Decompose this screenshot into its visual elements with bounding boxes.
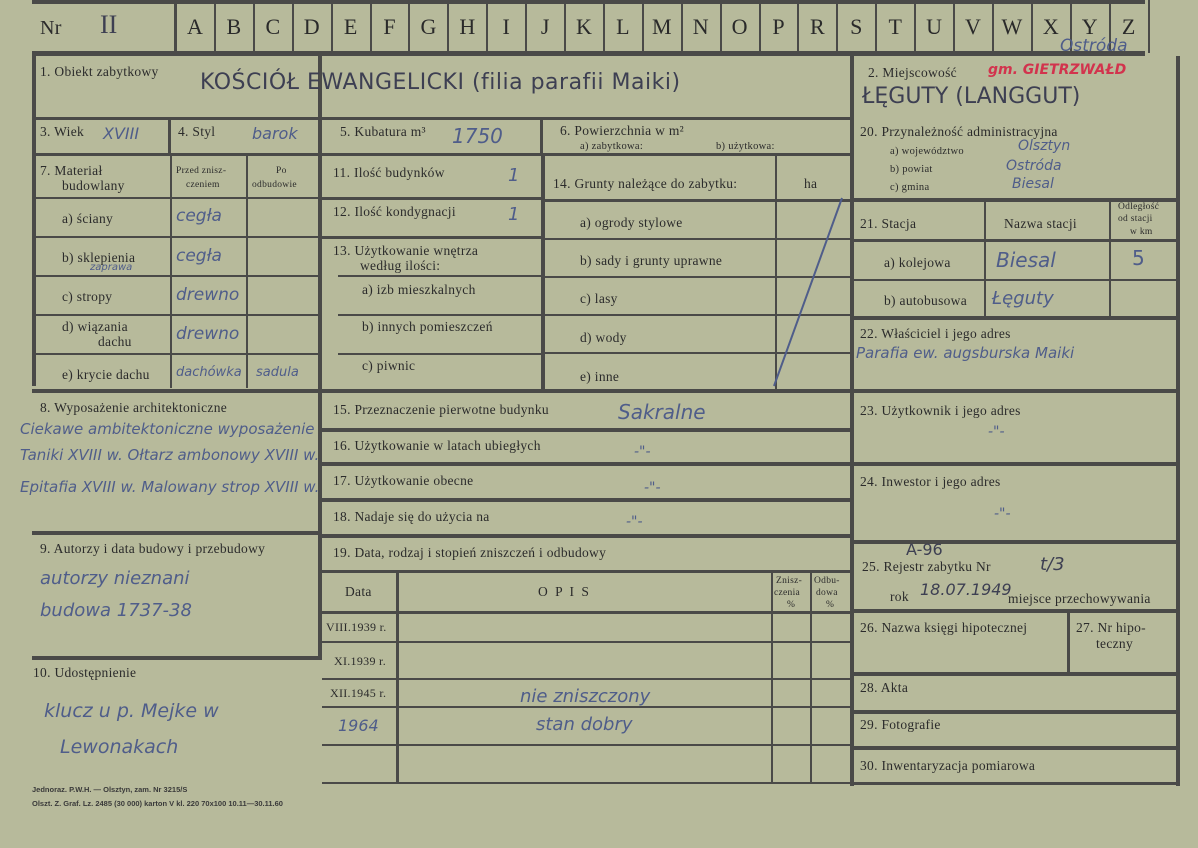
f25-year-value: 18.07.1949 [920,580,1012,599]
f7-col-after-b: odbudowie [252,180,297,190]
f4-label: 4. Styl [178,124,216,139]
letter-cell-w: W [1001,14,1023,39]
f4-value: barok [252,124,298,143]
mat-row-walls-label: a) ściany [62,211,114,226]
f6-sub-b: b) użytkowa: [716,141,775,152]
f28-label: 28. Akta [860,680,909,695]
f25-above-note: A-96 [906,540,943,559]
letter-cell-t: T [888,14,902,39]
f21-rail-distance: 5 [1132,246,1145,270]
f20-commune-value: Biesal [1012,176,1054,192]
f19-date-4: 1964 [338,716,379,735]
nr-value: II [100,10,118,39]
letter-cell-h: H [459,14,476,39]
f20-voivodeship-value: Olsztyn [1018,138,1071,154]
mat-row-vaults-label: b) sklepienia [62,250,136,265]
letter-cell-r: R [810,14,825,39]
f26-label: 26. Nazwa księgi hipotecznej [860,620,1028,635]
f2-value: ŁĘGUTY (LANGGUT) [862,84,1081,109]
letter-cell-g: G [420,14,437,39]
mat-row-roof-truss-label-2: dachu [98,334,132,349]
f19-col-reb-a: Odbu- [814,576,840,586]
letter-cell-u: U [926,14,943,39]
mat-row-roof-truss-label-1: d) wiązania [62,319,128,334]
f22-label: 22. Właściciel i jego adres [860,326,1011,341]
f20-commune: c) gmina [890,182,930,193]
f18-value: -"- [626,514,643,530]
letter-cell-n: N [692,14,709,39]
f11-label: 11. Ilość budynków [333,165,445,180]
f19-col-reb-c: % [826,600,835,610]
f13-sub-c: c) piwnic [362,358,416,373]
f30-label: 30. Inwentaryzacja pomiarowa [860,758,1036,773]
f7-col-before-a: Przed znisz- [176,166,227,176]
f16-value: -"- [634,444,651,460]
letter-cell-i: I [502,14,510,39]
nr-label: Nr [40,17,62,39]
f20-county: b) powiat [890,164,933,175]
top-right-note: Ostróda [1060,36,1128,56]
f24-label: 24. Inwestor i jego adres [860,474,1001,489]
letter-cell-a: A [187,14,203,39]
f8-line-3: Epitafia XVIII w. Malowany strop XVIII w. [20,478,320,496]
f25-label: 25. Rejestr zabytku Nr [862,559,991,574]
f21-col-name: Nazwa stacji [1004,216,1077,231]
f14-row-d: d) wody [580,330,627,345]
f21-label: 21. Stacja [860,216,917,231]
f15-value: Sakralne [618,400,706,424]
letter-cell-b: B [226,14,242,39]
f13-label-2: według ilości: [360,258,441,273]
f1-label: 1. Obiekt zabytkowy [40,64,159,79]
f22-value: Parafia ew. augsburska Maiki [856,344,1075,362]
mat-row-vaults-extra: zaprawa [90,262,133,273]
letter-cell-e: E [343,14,358,39]
f21-rail-name: Biesal [996,248,1056,272]
f19-date-1: VIII.1939 r. [326,620,387,634]
f3-label: 3. Wiek [40,124,85,139]
f17-value: -"- [644,480,661,496]
f20-label: 20. Przynależność administracyjna [860,124,1058,139]
f10-line-1: klucz u p. Mejke w [44,700,219,722]
f19-col-dmg-c: % [787,600,796,610]
f19-desc-line-1: nie zniszczony [520,686,651,707]
f21-rail-label: a) kolejowa [884,255,951,270]
f9-label: 9. Autorzy i data budowy i przebudowy [40,541,266,556]
f13-sub-a: a) izb mieszkalnych [362,282,476,297]
letter-cell-d: D [303,14,320,39]
letter-cell-c: C [265,14,281,39]
f27-label-a: 27. Nr hipo- [1076,620,1146,635]
f19-col-desc: O P I S [538,584,591,599]
f8-line-1: Ciekawe ambitektoniczne wyposażenie [20,420,315,438]
f11-value: 1 [508,165,520,186]
letter-cell-f: F [383,14,396,39]
letter-cell-l: L [616,14,630,39]
f2-red-annotation: gm. GIETRZWAŁD [988,62,1127,78]
f19-date-3: XII.1945 r. [330,686,387,700]
f24-value: -"- [994,506,1011,522]
f19-desc-line-2: stan dobry [536,714,633,735]
f16-label: 16. Użytkowanie w latach ubiegłych [333,438,541,453]
f12-value: 1 [508,204,520,225]
footer-print-info-2: Olszt. Z. Graf. Lz. 2485 (30 000) karton V kl. 220 70x100 10.11—30.11.60 [32,799,283,808]
letter-cell-x: X [1042,14,1059,39]
f25-storage-place: miejsce przechowywania [1008,591,1151,606]
mat-row-roofing-value: dachówka [176,365,242,380]
letter-cell-j: J [540,14,550,39]
f19-col-dmg-a: Znisz- [776,576,803,586]
f2-label: 2. Miejscowość [868,65,957,80]
f8-line-2: Taniki XVIII w. Ołtarz ambonowy XVIII w. [20,446,320,464]
f14-label: 14. Grunty należące do zabytku: [553,176,738,191]
f13-sub-b: b) innych pomieszczeń [362,319,493,334]
letter-cell-s: S [850,14,863,39]
f18-label: 18. Nadaje się do użycia na [333,509,490,524]
f7-col-before-b: czeniem [186,180,220,190]
f20-county-value: Ostróda [1006,158,1062,174]
f5-value: 1750 [452,124,503,148]
f9-line-2: budowa 1737-38 [40,600,192,621]
letter-cell-z: Z [1121,14,1136,39]
f10-label: 10. Udostępnienie [33,665,137,680]
f9-line-1: autorzy nieznani [40,568,190,589]
f21-col-dist-a: Odległość [1118,202,1160,212]
f21-col-dist-b: od stacji [1118,214,1153,224]
f19-date-2: XI.1939 r. [334,654,386,668]
f15-label: 15. Przeznaczenie pierwotne budynku [333,402,549,417]
f23-value: -"- [988,424,1005,440]
f7-label-1: 7. Materiał [40,163,103,178]
letter-cell-k: K [576,14,592,39]
f13-label-1: 13. Użytkowanie wnętrza [333,243,479,258]
f14-row-b: b) sady i grunty uprawne [580,253,723,268]
f21-bus-name: Łęguty [992,288,1054,309]
f19-col-dmg-b: czenia [774,588,801,598]
f14-unit: ha [804,176,818,191]
mat-row-ceilings-label: c) stropy [62,289,113,304]
f25-year-label: rok [890,589,909,604]
mat-row-roof-truss-value: drewno [176,324,240,344]
f7-label-2: budowlany [62,178,125,193]
letter-cell-o: O [731,14,748,39]
f21-col-dist-c: w km [1130,227,1153,237]
mat-row-walls-value: cegła [176,206,222,226]
letter-divider [1148,0,1150,53]
f10-line-2: Lewonakach [60,736,179,758]
letter-cell-p: P [772,14,785,39]
f5-label: 5. Kubatura m³ [340,124,426,139]
mat-row-roofing-label: e) krycie dachu [62,367,150,382]
f6-label: 6. Powierzchnia w m² [560,123,685,138]
f3-value: XVIII [103,124,140,143]
f29-label: 29. Fotografie [860,717,941,732]
letter-cell-y: Y [1081,14,1098,39]
f17-label: 17. Użytkowanie obecne [333,473,474,488]
f23-label: 23. Użytkownik i jego adres [860,403,1021,418]
mat-row-vaults-value: cegła [176,246,222,266]
f19-col-reb-b: dowa [816,588,838,598]
f27-label-b: teczny [1096,636,1134,651]
f14-strike-line [760,190,850,390]
f14-row-a: a) ogrody stylowe [580,215,683,230]
f21-bus-label: b) autobusowa [884,293,968,308]
f1-value: KOŚCIÓŁ EWANGELICKI (filia parafii Maiki) [200,70,681,95]
letter-cell-m: M [652,14,672,39]
mat-row-ceilings-value: drewno [176,285,240,305]
mat-row-roofing-value-2: sadula [256,365,299,380]
f25-number: t/3 [1040,554,1065,575]
f7-col-after-a: Po [276,166,287,176]
f19-col-date: Data [345,584,372,599]
footer-print-info-1: Jednoraz. P.W.H. — Olsztyn, zam. Nr 3215/S [32,785,188,794]
f14-row-e: e) inne [580,369,620,384]
f8-label: 8. Wyposażenie architektoniczne [40,400,228,415]
letter-cell-v: V [965,14,981,39]
f14-row-c: c) lasy [580,291,618,306]
f19-label: 19. Data, rodzaj i stopień zniszczeń i odbudowy [333,545,607,560]
f12-label: 12. Ilość kondygnacji [333,204,456,219]
f6-sub-a: a) zabytkowa: [580,141,644,152]
f20-voivodeship: a) województwo [890,146,964,157]
